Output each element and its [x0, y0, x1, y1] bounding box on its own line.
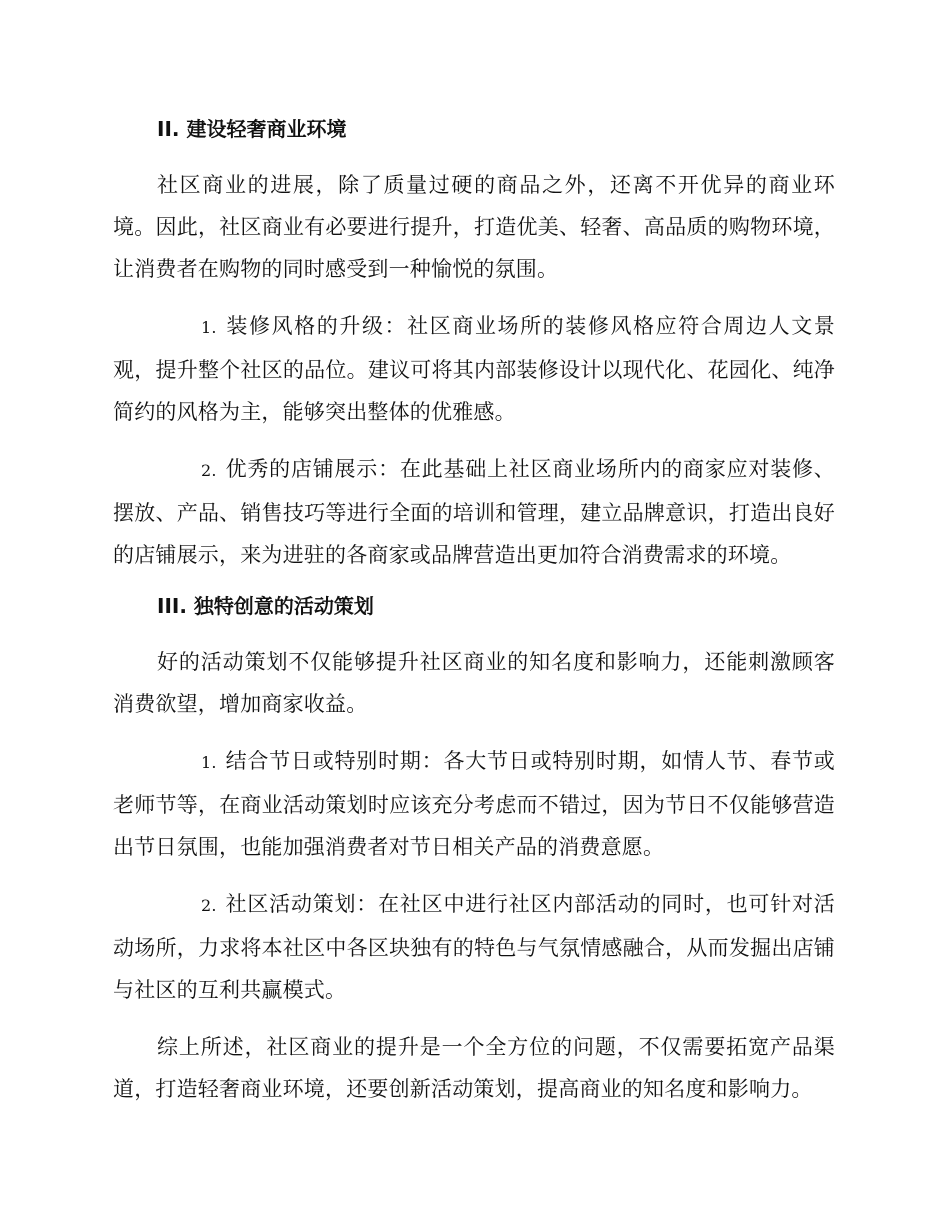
list-item-store-display: [113, 448, 835, 576]
conclusion-paragraph: 综上所述，社区商业的提升是一个全方位的问题，不仅需要拓宽产品渠道，打造轻奢商业环境，还要创新活动策划，提高商业的知名度和影响力。: [113, 1035, 835, 1101]
list-item-text: 装修风格的升级：社区商业场所的装修风格应符合周边人文景观，提升整个社区的品位。建议可将其内部装修设计以现代化、花园化、纯净简约的风格为主，能够突出整体的优雅感。: [113, 314, 835, 424]
section-ii-intro: 社区商业的进展，除了质量过硬的商品之外，还离不开优异的商业环境。因此，社区商业有必要进行提升，打造优美、轻奢、高品质的购物环境，让消费者在购物的同时感受到一种愉悦的氛围。: [113, 173, 835, 281]
list-item-renovation-style: [113, 305, 835, 433]
section-heading-ii: II. 建设轻奢商业环境: [157, 117, 347, 141]
section-iii-intro: 好的活动策划不仅能够提升社区商业的知名度和影响力，还能刺激顾客消费欲望，增加商家收益。: [113, 650, 835, 716]
document-body: [113, 114, 835, 1125]
list-item-number: 1.: [201, 753, 217, 772]
section-heading-iii: III. 独特创意的活动策划: [157, 594, 374, 618]
list-item-number: 1.: [201, 318, 217, 337]
list-item-text: 优秀的店铺展示：在此基础上社区商业场所内的商家应对装修、摆放、产品、销售技巧等进行全面的培训和管理，建立品牌意识，打造出良好的店铺展示，来为进驻的各商家或品牌营造出更加符合消费需求的环境。: [113, 457, 835, 567]
list-item-community-events: [113, 883, 835, 1011]
list-item-number: 2.: [201, 461, 217, 480]
list-item-number: 2.: [201, 896, 217, 915]
list-item-holidays: [113, 740, 835, 868]
list-item-text: 结合节日或特别时期：各大节日或特别时期，如情人节、春节或老师节等，在商业活动策划时应该充分考虑而不错过，因为节日不仅能够营造出节日氛围，也能加强消费者对节日相关产品的消费意愿。: [113, 749, 835, 859]
list-item-text: 社区活动策划：在社区中进行社区内部活动的同时，也可针对活动场所，力求将本社区中各区块独有的特色与气氛情感融合，从而发掘出店铺与社区的互利共赢模式。: [113, 892, 835, 1002]
